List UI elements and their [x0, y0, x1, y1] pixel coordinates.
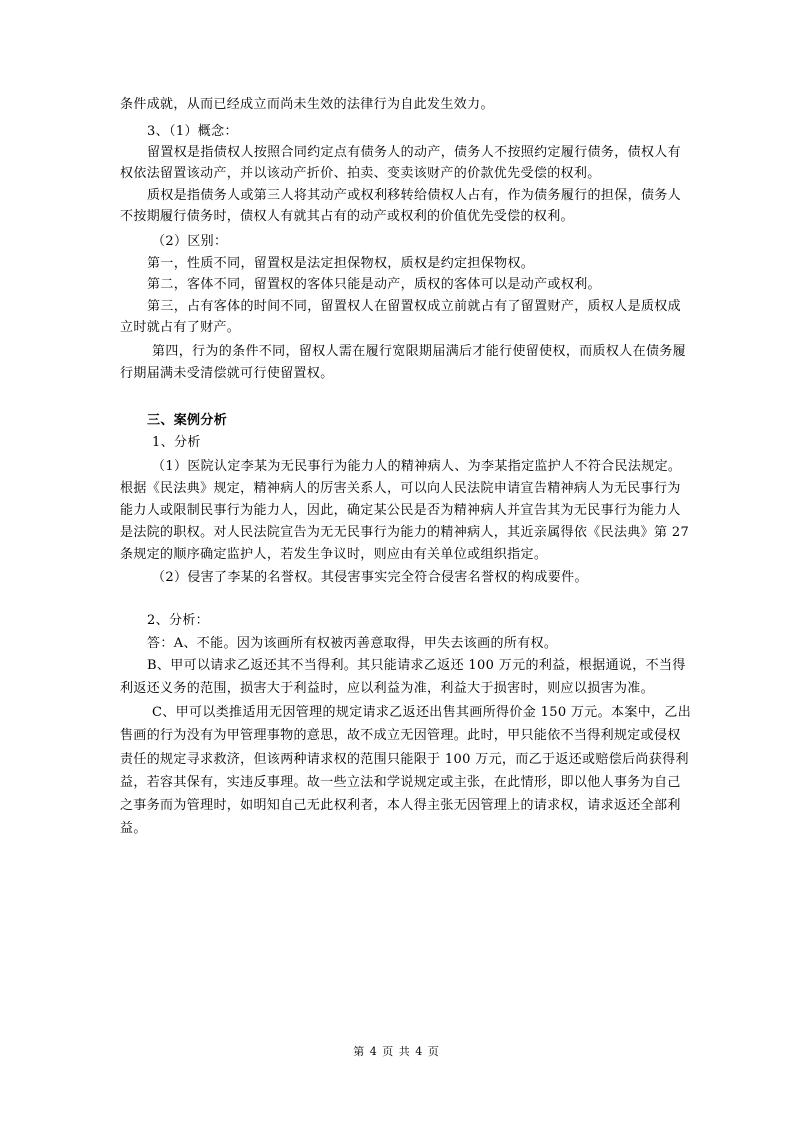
text-line: （2）区别： — [152, 234, 228, 249]
text-line: 益。 — [120, 821, 147, 836]
text-line: 之事务而为管理时，如明知自己无此权利者，本人得主张无因管理上的请求权，请求返还全部利 — [120, 798, 681, 813]
text-line: 答：A、不能。因为该画所有权被丙善意取得，甲失去该画的所有权。 — [147, 636, 558, 651]
text-line: 1、分析 — [152, 435, 201, 450]
text-line: 是法院的职权。对人民法院宣告为无无民事行为能力的精神病人，其近亲属得依《民法典》第 27 — [120, 525, 690, 540]
text-line: 质权是指债务人或第三人将其动产或权利移转给债权人占有，作为债务履行的担保，债务人 — [147, 188, 682, 203]
text-line: 3、（1）概念： — [147, 124, 238, 139]
text-line: （2）侵害了李某的名誉权。其侵害事实完全符合侵害名誉权的构成要件。 — [152, 570, 588, 585]
text-line: 2、分析： — [147, 613, 210, 628]
text-line: 责任的规定寻求救济，但该两种请求权的范围只能限于 100 万元，而乙于返还或赔偿后尚获得利 — [120, 752, 689, 767]
text-line: （1）医院认定李某为无民事行为能力人的精神病人、为李某指定监护人不符合民法规定。 — [152, 459, 682, 474]
text-line: B、甲可以请求乙返还其不当得利。其只能请求乙返还 100 万元的利益，根据通说，不当得 — [147, 658, 686, 673]
page-footer: 第 4 页 共 4 页 — [353, 1045, 440, 1058]
text-line: 售画的行为没有为甲管理事物的意思，故不成立无因管理。此时，甲只能依不当得利规定或侵权 — [120, 728, 681, 743]
text-line: 条件成就，从而已经成立而尚未生效的法律行为自此发生效力。 — [120, 97, 494, 112]
text-line: 不按期履行债务时，债权人有就其占有的动产或权利的价值优先受偿的权利。 — [120, 209, 574, 224]
text-line: 留置权是指债权人按照合同约定点有债务人的动产，债务人不按照约定履行债务，债权人有 — [147, 145, 682, 160]
text-line: 能力人或限制民事行为能力人，因此，确定某公民是否为精神病人并宣告其为无民事行为能力人 — [120, 503, 681, 518]
text-line: 立时就占有了财产。 — [120, 320, 241, 335]
text-line: 益，若容其保有，实违反事理。故一些立法和学说规定或主张，在此情形，即以他人事务为自己 — [120, 775, 681, 790]
section-heading: 三、案例分析 — [147, 413, 228, 428]
text-line: 权依法留置该动产，并以该动产折价、拍卖、变卖该财产的价款优先受偿的权利。 — [120, 166, 601, 181]
text-line: 根据《民法典》规定，精神病人的厉害关系人，可以向人民法院申请宣告精神病人为无民事行为 — [120, 481, 681, 496]
text-line: 行期届满未受清偿就可行使留置权。 — [120, 366, 334, 381]
text-line: 第四，行为的条件不同，留权人需在履行宽限期届满后才能行使留使权，而质权人在债务履 — [152, 344, 687, 359]
text-line: C、甲可以类推适用无因管理的规定请求乙返还出售其画所得价金 150 万元。本案中，乙出 — [152, 705, 692, 720]
text-line: 条规定的顺序确定监护人，若发生争议时，则应由有关单位或组织指定。 — [120, 547, 548, 562]
text-line: 第三，占有客体的时间不同，留置权人在留置权成立前就占有了留置财产，质权人是质权成 — [147, 299, 682, 314]
text-line: 利返还义务的范围，损害大于利益时，应以利益为准，利益大于损害时，则应以损害为准。 — [120, 681, 655, 696]
text-line: 第二，客体不同，留置权的客体只能是动产，质权的客体可以是动产或权利。 — [147, 277, 601, 292]
text-line: 第一，性质不同，留置权是法定担保物权，质权是约定担保物权。 — [147, 256, 535, 271]
